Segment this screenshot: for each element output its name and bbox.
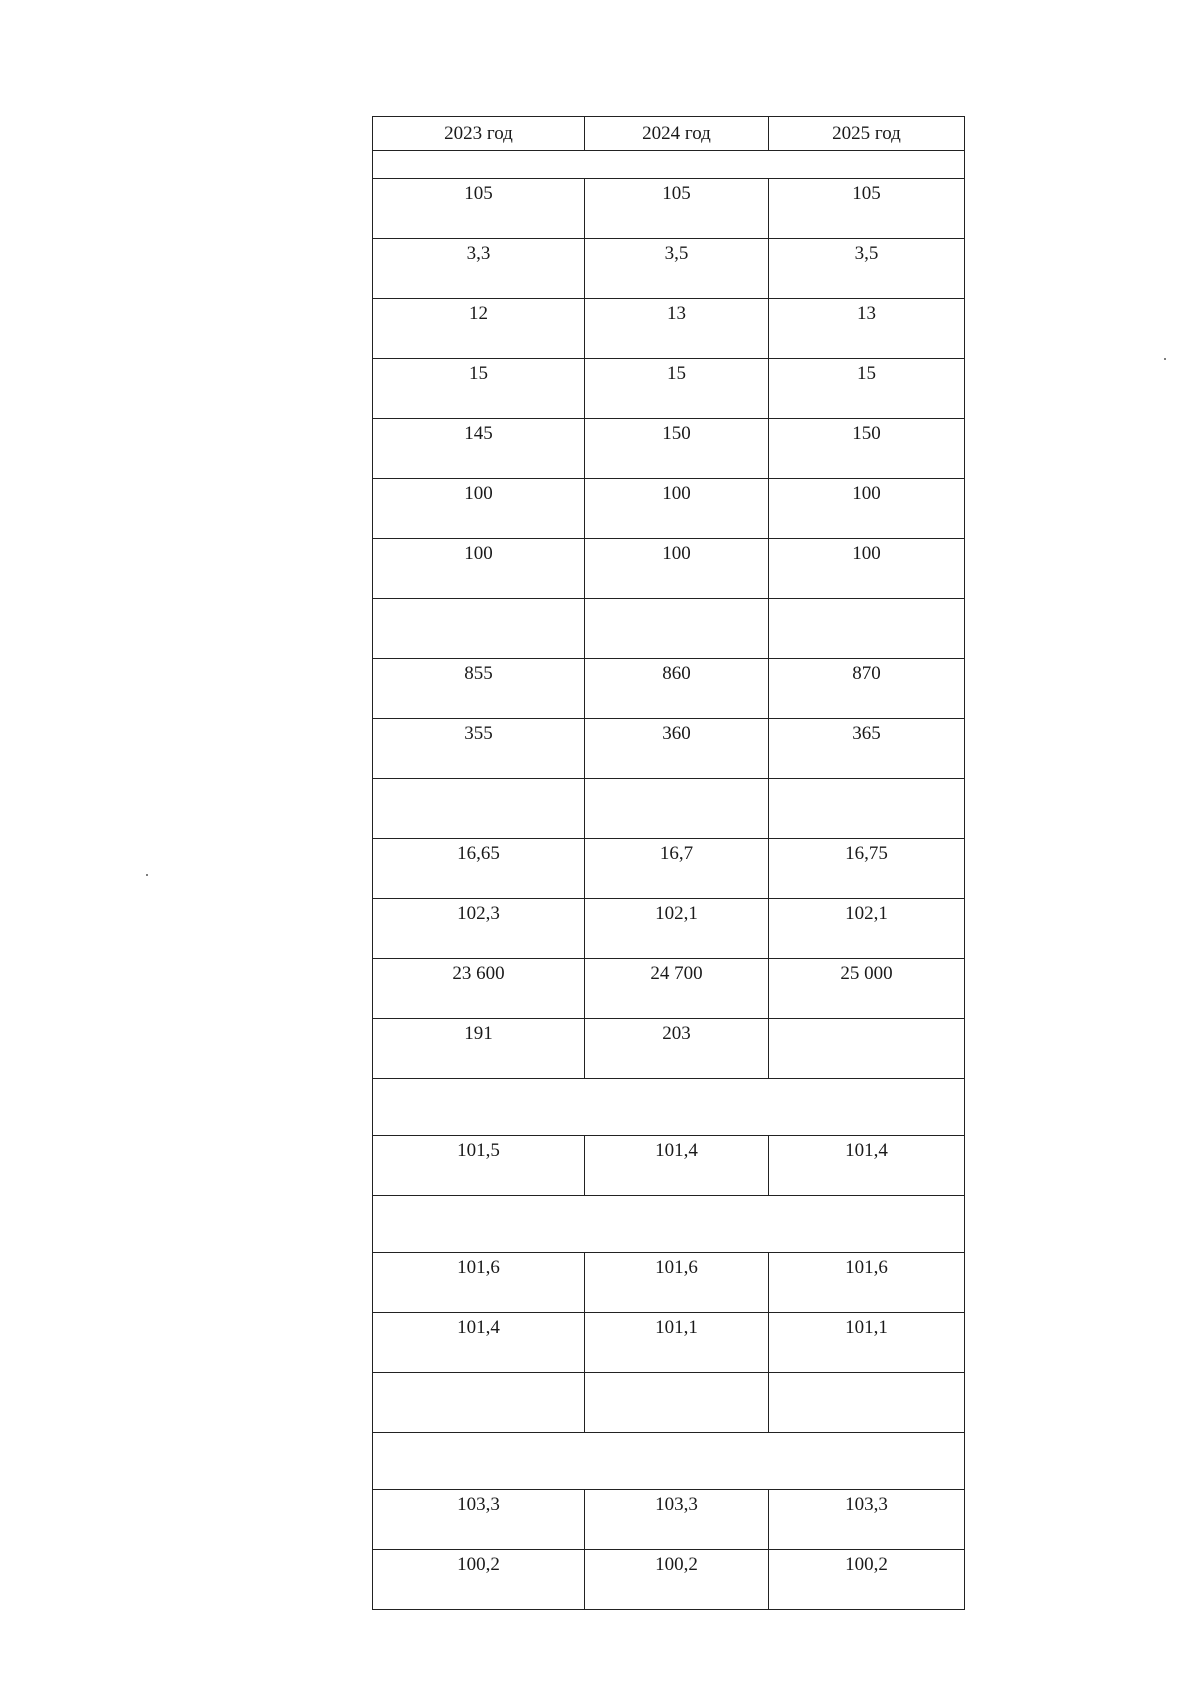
table-row: [373, 959, 965, 1019]
table-cell: 101,6: [769, 1253, 965, 1313]
table-cell: 16,75: [769, 839, 965, 899]
table-row: [373, 419, 965, 479]
table-cell: 3,5: [769, 239, 965, 299]
table-row: [373, 599, 965, 659]
section-row: [373, 151, 965, 179]
table-cell: 101,4: [585, 1136, 769, 1196]
merged-cell: [373, 151, 965, 179]
table-cell: [585, 779, 769, 839]
table-cell: 3,5: [585, 239, 769, 299]
table-cell: 855: [373, 659, 585, 719]
table-cell: [769, 779, 965, 839]
table-row: [373, 899, 965, 959]
table-cell: 860: [585, 659, 769, 719]
table-row: [373, 1019, 965, 1079]
table-row: [373, 1490, 965, 1550]
merged-cell: [373, 1196, 965, 1253]
table-cell: 101,5: [373, 1136, 585, 1196]
table-cell: 15: [769, 359, 965, 419]
table-cell: 100,2: [769, 1550, 965, 1610]
table-cell: 100: [373, 539, 585, 599]
table-row: [373, 1373, 965, 1433]
table-row: [373, 239, 965, 299]
table-cell: 12: [373, 299, 585, 359]
column-header: 2025 год: [769, 117, 965, 151]
table-row: [373, 1550, 965, 1610]
table-cell: 360: [585, 719, 769, 779]
table-cell: 103,3: [769, 1490, 965, 1550]
table-row: [373, 479, 965, 539]
table-cell: 102,1: [585, 899, 769, 959]
table-cell: 103,3: [585, 1490, 769, 1550]
table-cell: 101,6: [373, 1253, 585, 1313]
table-cell: 101,6: [585, 1253, 769, 1313]
table-cell: 23 600: [373, 959, 585, 1019]
table-cell: [373, 1373, 585, 1433]
table-cell: 24 700: [585, 959, 769, 1019]
table-cell: 100: [373, 479, 585, 539]
table-cell: 13: [769, 299, 965, 359]
table-header-row: [373, 117, 965, 151]
table-cell: 100: [769, 479, 965, 539]
table-cell: 101,4: [373, 1313, 585, 1373]
table-cell: 15: [585, 359, 769, 419]
merged-row: [373, 1433, 965, 1490]
table-cell: 100: [585, 539, 769, 599]
merged-cell: [373, 1079, 965, 1136]
table-cell: [769, 1019, 965, 1079]
table-cell: [373, 779, 585, 839]
table-cell: [373, 599, 585, 659]
table-cell: 100,2: [585, 1550, 769, 1610]
scan-speck: [1164, 358, 1166, 360]
table-cell: 105: [373, 179, 585, 239]
table-cell: 101,4: [769, 1136, 965, 1196]
table-cell: 870: [769, 659, 965, 719]
table-cell: 100: [585, 479, 769, 539]
table-row: [373, 1136, 965, 1196]
table-cell: 25 000: [769, 959, 965, 1019]
table-cell: 103,3: [373, 1490, 585, 1550]
table-row: [373, 1313, 965, 1373]
table-cell: 145: [373, 419, 585, 479]
merged-row: [373, 1196, 965, 1253]
table-cell: [769, 1373, 965, 1433]
table-row: [373, 779, 965, 839]
table-row: [373, 179, 965, 239]
table-cell: 100: [769, 539, 965, 599]
table-cell: 16,7: [585, 839, 769, 899]
table-cell: [585, 1373, 769, 1433]
scan-speck: [146, 874, 148, 876]
table-row: [373, 719, 965, 779]
table-cell: 3,3: [373, 239, 585, 299]
table-cell: 101,1: [769, 1313, 965, 1373]
table-cell: [769, 599, 965, 659]
table-cell: 191: [373, 1019, 585, 1079]
table-cell: 101,1: [585, 1313, 769, 1373]
table-cell: 365: [769, 719, 965, 779]
table-cell: 355: [373, 719, 585, 779]
table-row: [373, 299, 965, 359]
table-row: [373, 359, 965, 419]
table-cell: 102,1: [769, 899, 965, 959]
table-row: [373, 1253, 965, 1313]
table-cell: 102,3: [373, 899, 585, 959]
table-cell: 16,65: [373, 839, 585, 899]
table-row: [373, 539, 965, 599]
table-cell: 100,2: [373, 1550, 585, 1610]
merged-cell: [373, 1433, 965, 1490]
table-cell: 203: [585, 1019, 769, 1079]
table-cell: 150: [585, 419, 769, 479]
column-header: 2023 год: [373, 117, 585, 151]
table-cell: 13: [585, 299, 769, 359]
table-cell: 105: [585, 179, 769, 239]
forecast-table: [372, 116, 965, 1610]
table-row: [373, 659, 965, 719]
table-cell: 150: [769, 419, 965, 479]
column-header: 2024 год: [585, 117, 769, 151]
table-row: [373, 839, 965, 899]
table-cell: [585, 599, 769, 659]
table-cell: 105: [769, 179, 965, 239]
merged-row: [373, 1079, 965, 1136]
table-cell: 15: [373, 359, 585, 419]
